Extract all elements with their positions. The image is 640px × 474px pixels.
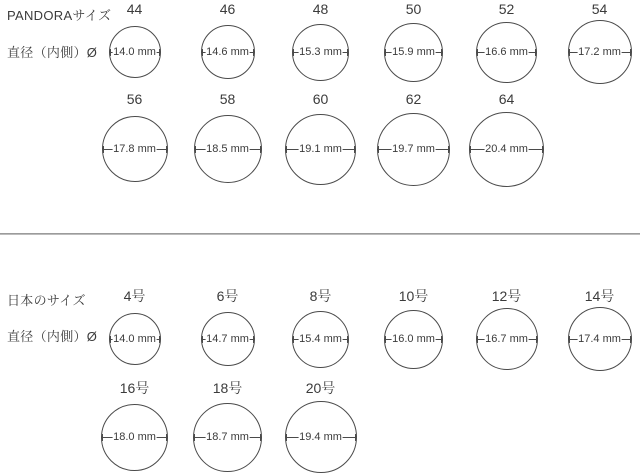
ring-pandora-54 (553, 0, 640, 84)
size-label: 48 (312, 1, 329, 17)
size-label: 14号 (584, 288, 615, 304)
pandora-section-label: PANDORAサイズ (7, 8, 112, 23)
ring-circle (201, 312, 255, 366)
diameter-value: 18.5 mm (206, 143, 249, 155)
ring-pandora-52 (460, 0, 553, 84)
japan-section-label: 日本のサイズ (7, 293, 86, 308)
diameter-value: 16.7 mm (485, 333, 528, 345)
ring-circle (568, 20, 632, 84)
japan-row-2 (88, 379, 367, 474)
ring-pandora-56 (88, 90, 181, 188)
size-label: 44 (126, 1, 143, 17)
diameter-value: 18.0 mm (113, 431, 156, 443)
ring-circle (102, 116, 168, 182)
size-label: 56 (126, 91, 143, 107)
ring-circle (101, 404, 168, 471)
ring-circle (292, 24, 349, 81)
diameter-value: 14.7 mm (206, 333, 249, 345)
size-label: 4号 (123, 288, 146, 304)
ring-circle (194, 115, 262, 183)
ring-circle (568, 307, 632, 371)
japan-diameter-label: 直径（内側）Ø (7, 329, 98, 344)
pandora-row-1 (88, 0, 640, 84)
size-label: 18号 (212, 380, 243, 396)
ring-pandora-44 (88, 0, 181, 84)
size-label: 10号 (398, 288, 429, 304)
diameter-value: 17.8 mm (113, 143, 156, 155)
ring-circle (201, 25, 255, 79)
ring-japan-20 (274, 379, 367, 474)
diameter-value: 14.0 mm (113, 333, 156, 345)
diameter-value: 16.0 mm (392, 333, 435, 345)
ring-circle (377, 113, 450, 186)
ring-japan-14 (553, 287, 640, 371)
ring-japan-16 (88, 379, 181, 474)
ring-circle (476, 22, 537, 83)
ring-japan-18 (181, 379, 274, 474)
size-label: 46 (219, 1, 236, 17)
size-label: 20号 (305, 380, 336, 396)
diameter-value: 15.3 mm (299, 46, 342, 58)
diameter-value: 20.4 mm (485, 143, 528, 155)
diameter-value: 18.7 mm (206, 431, 249, 443)
ring-circle (285, 401, 357, 473)
ring-circle (476, 308, 538, 370)
diameter-value: 19.7 mm (392, 143, 435, 155)
diameter-value: 19.1 mm (299, 143, 342, 155)
ring-circle (292, 311, 349, 368)
ring-pandora-64 (460, 90, 553, 188)
diameter-value: 17.4 mm (578, 333, 621, 345)
diameter-value: 15.9 mm (392, 46, 435, 58)
ring-japan-12 (460, 287, 553, 371)
size-label: 62 (405, 91, 422, 107)
japan-row-1 (88, 287, 640, 371)
size-label: 50 (405, 1, 422, 17)
ring-circle (109, 26, 161, 78)
ring-pandora-50 (367, 0, 460, 84)
size-label: 52 (498, 1, 515, 17)
diameter-value: 17.2 mm (578, 46, 621, 58)
ring-japan-6 (181, 287, 274, 371)
diameter-value: 19.4 mm (299, 431, 342, 443)
size-label: 60 (312, 91, 329, 107)
diameter-value: 15.4 mm (299, 333, 342, 345)
ring-circle (285, 114, 356, 185)
size-label: 8号 (309, 288, 332, 304)
ring-japan-8 (274, 287, 367, 371)
ring-circle (193, 403, 262, 472)
ring-circle (469, 112, 544, 187)
ring-pandora-48 (274, 0, 367, 84)
ring-pandora-46 (181, 0, 274, 84)
ring-circle (384, 310, 443, 369)
pandora-row-2 (88, 90, 553, 188)
ring-japan-4 (88, 287, 181, 371)
ring-japan-10 (367, 287, 460, 371)
ring-circle (384, 23, 443, 82)
size-label: 6号 (216, 288, 239, 304)
ring-pandora-62 (367, 90, 460, 188)
section-divider (0, 233, 640, 235)
diameter-value: 14.6 mm (206, 46, 249, 58)
diameter-value: 14.0 mm (113, 46, 156, 58)
size-label: 12号 (491, 288, 522, 304)
ring-pandora-60 (274, 90, 367, 188)
size-label: 64 (498, 91, 515, 107)
ring-circle (109, 313, 161, 365)
size-label: 58 (219, 91, 236, 107)
diameter-value: 16.6 mm (485, 46, 528, 58)
pandora-diameter-label: 直径（内側）Ø (7, 45, 98, 60)
size-label: 54 (591, 1, 608, 17)
size-label: 16号 (119, 380, 150, 396)
ring-pandora-58 (181, 90, 274, 188)
